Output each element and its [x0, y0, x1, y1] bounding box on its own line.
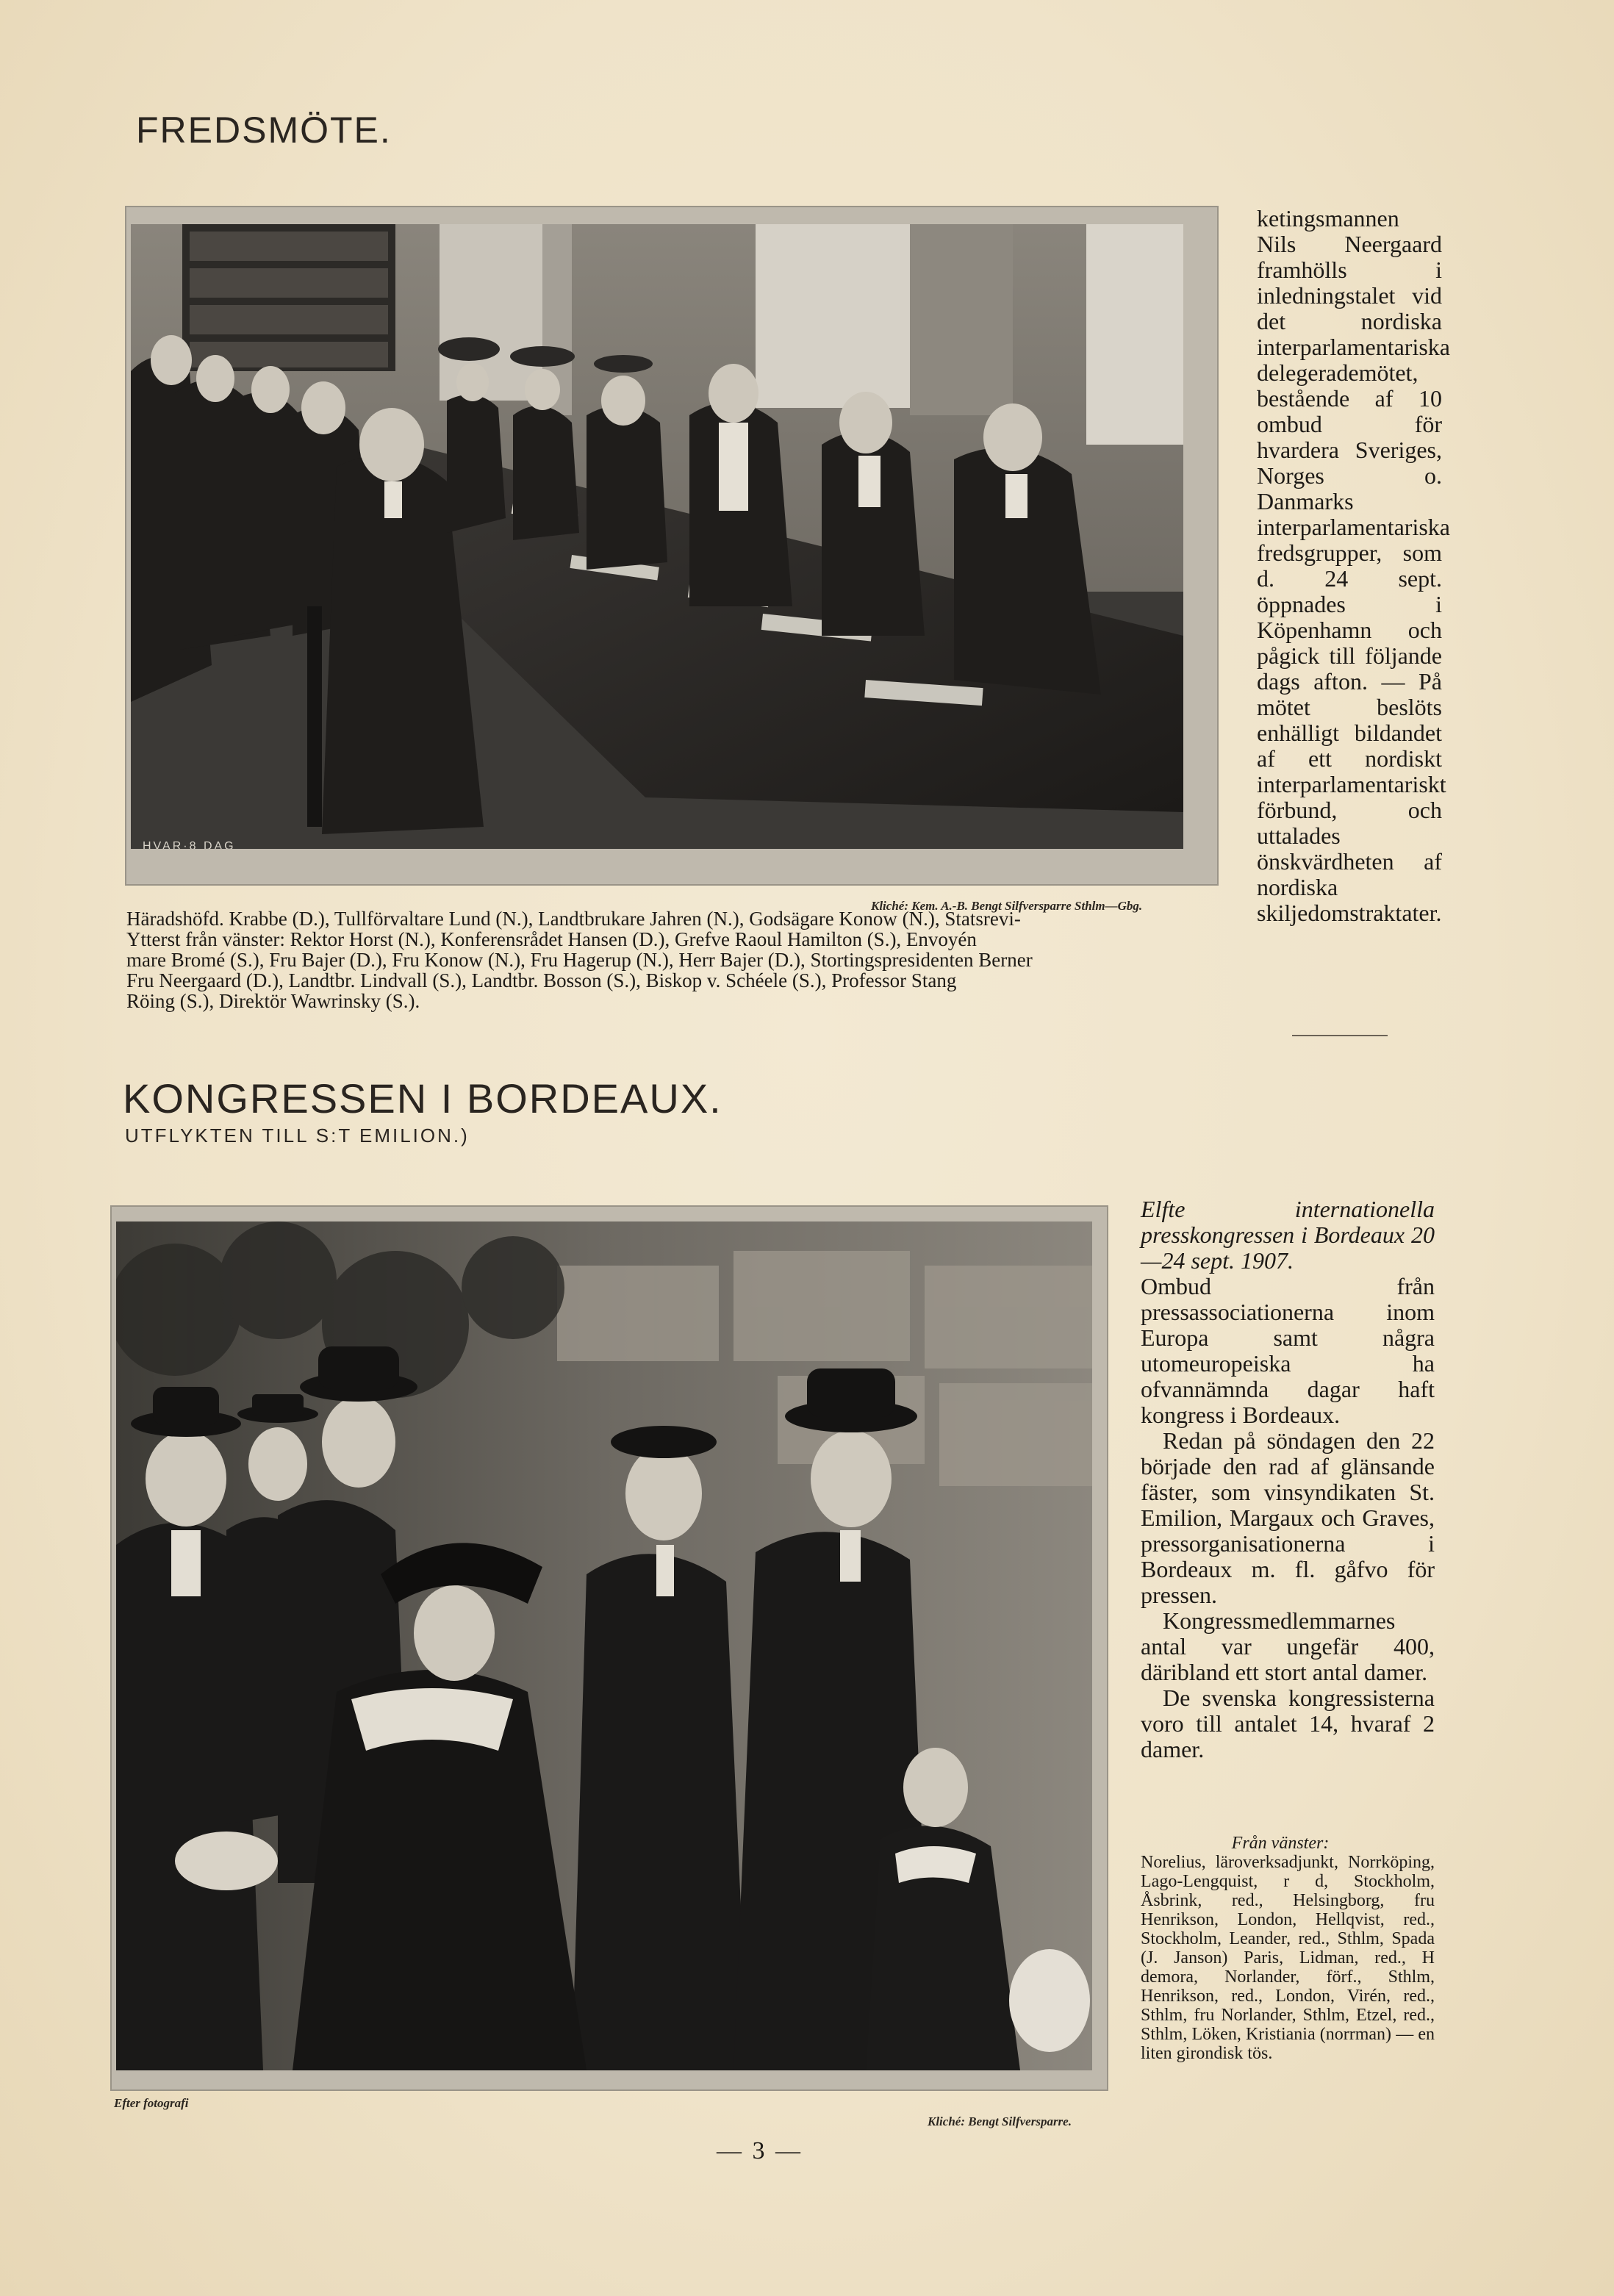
congress-photo-illustration: [116, 1221, 1092, 2070]
photo-credit-congress-right: Kliché: Bengt Silfversparre.: [928, 2114, 1072, 2128]
photo-frame-congress: [110, 1205, 1108, 2091]
article-intro: Elfte internationella presskongressen i Bordeaux 20—24 sept. 1907.: [1141, 1196, 1435, 1274]
photo-credit-meeting: Kliché: Kem. A.-B. Bengt Silfversparre Sthlm—Gbg.: [871, 899, 1143, 913]
article-paragraph: Kongressmedlemmarnes antal var ungefär 400, däribland ett stort antal damer.: [1141, 1607, 1435, 1685]
article-paragraph: Ombud från pressassociationerna inom Europa samt några utomeuropeiska ha ofvannämnda dagar haft kongress i Bordeaux.: [1141, 1273, 1435, 1428]
photo-credit-congress-left: Efter fotografi: [114, 2096, 189, 2110]
divider-rule: [1292, 1035, 1388, 1036]
article-paragraph: ketingsmannen Nils Neergaard framhölls i inledningstalet vid det nordiska interparlamentariska delegerademötet, bestående af 10 ombud för hvardera Sveriges, Norges o. Danmarks interparlamentariska fredsgrupper, som d. 24 sept. öppnades i Köpenhamn och pågick till följande dags afton. — På mötet beslöts enhälligt bildandet af ett nordiskt interparlamentariskt förbund, och uttalades önskvärdheten af nordiska skiljedomstraktater.: [1257, 205, 1450, 926]
caption-line: mare Bromé (S.), Fru Bajer (D.), Fru Konow (N.), Fru Hagerup (N.), Herr Bajer (D.), Stortingspresidenten Berner: [126, 949, 1033, 971]
names-text: Norelius, läroverksadjunkt, Norrköping, Lago-Lengquist, r d, Stockholm, Åsbrink, red., Helsingborg, fru Henrikson, London, Hellqvist, red., Stockholm, Leander, red., Sthlm, Spada (J. Janson) Paris, Lidman, red., H demora, Norlander, förf., Sthlm, Henrikson, red., London, Virén, red., Sthlm, fru Norlander, Sthlm, Etzel, red., Sthlm, Löken, Kristiania (norrman) — en liten girondisk tös.: [1141, 1853, 1435, 2063]
names-lead-label: Från vänster:: [1231, 1834, 1330, 1853]
meeting-photo-illustration: [131, 224, 1183, 849]
congress-photograph: [116, 1221, 1092, 2070]
section-heading-kongressen: KONGRESSEN I BORDEAUX.: [123, 1075, 722, 1122]
meeting-article-text: [1257, 205, 1450, 926]
caption-line: Häradshöfd. Krabbe (D.), Tullförvaltare Lund (N.), Landtbrukare Jahren (N.), Godsägare Konow (N.), Statsrevi-: [126, 908, 1021, 930]
section-heading-fredsmote: FREDSMÖTE.: [136, 110, 392, 151]
congress-article-text: [1141, 1197, 1435, 1762]
caption-line: Fru Neergaard (D.), Landtbr. Lindvall (S.), Landtbr. Bosson (S.), Biskop v. Schéele (S.), Professor Stang: [126, 969, 957, 991]
article-paragraph: Redan på söndagen den 22 började den rad af glänsande fäster, som vinsyndikaten St. Emilion, Margaux och Graves, pressorganisationerna i Bordeaux m. fl. gåfvo för pressen.: [1141, 1427, 1435, 1608]
caption-line: Röing (S.), Direktör Wawrinsky (S.).: [126, 990, 420, 1012]
meeting-photograph: [131, 224, 1183, 849]
congress-names-list: [1141, 1834, 1435, 2063]
page-number: — 3 —: [717, 2137, 803, 2164]
article-paragraph: De svenska kongressisterna voro till antalet 14, hvaraf 2 damer.: [1141, 1685, 1435, 1762]
photo-frame-meeting: [125, 206, 1219, 886]
caption-line: Ytterst från vänster: Rektor Horst (N.), Konferensrådet Hansen (D.), Grefve Raoul Hamilton (S.), Envoyén: [126, 928, 977, 950]
photo-agency-tag: HVAR·8 DAG: [143, 840, 236, 849]
meeting-caption: [126, 908, 1214, 1011]
section-subheading: UTFLYKTEN TILL S:T EMILION.): [125, 1124, 470, 1147]
